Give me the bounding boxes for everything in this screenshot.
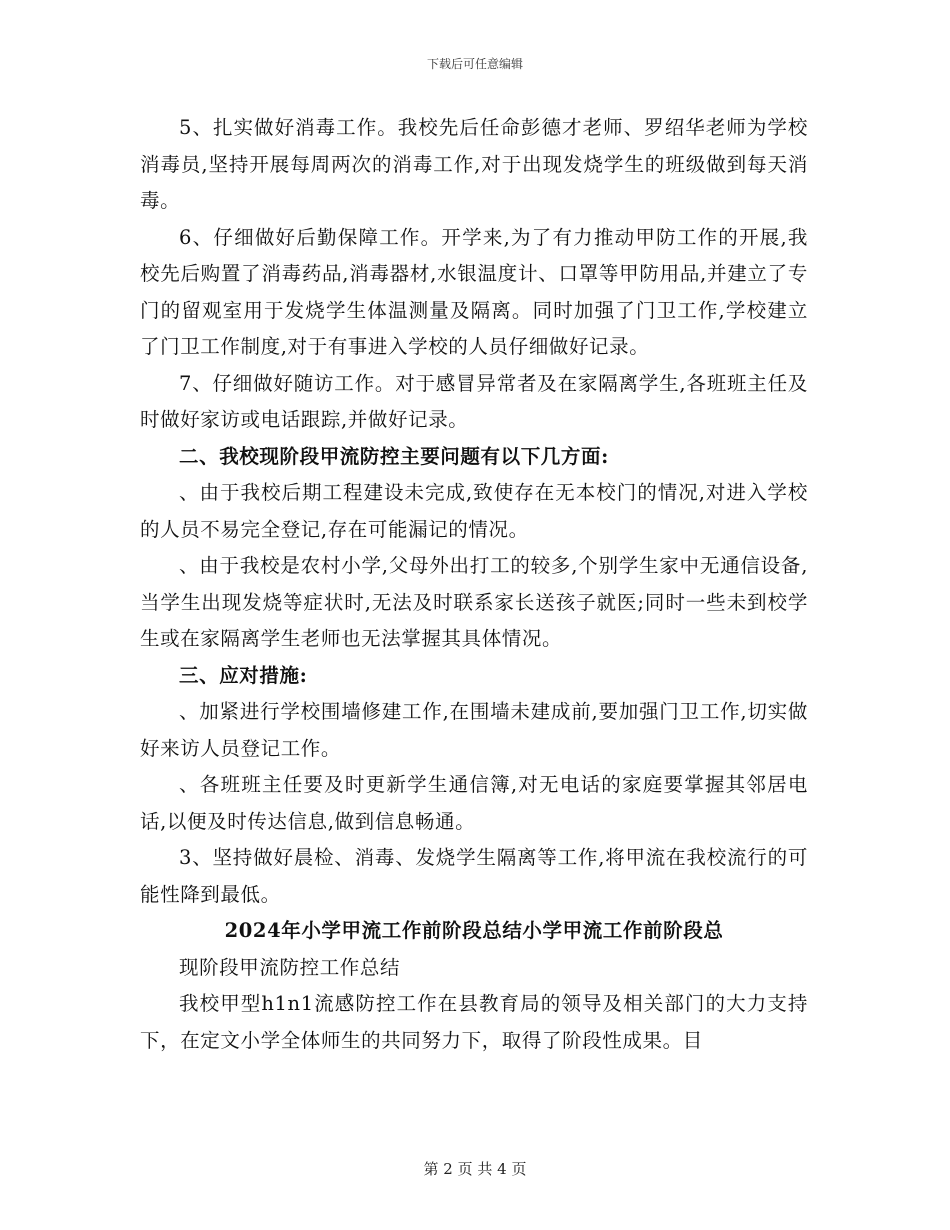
page-footer: 第 2 页 共 4 页 (423, 1160, 527, 1178)
paragraph-problem-rural: 、由于我校是农村小学,父母外出打工的较多,个别学生家中无通信设备,当学生出现发烧等症状时,无法及时联系家长送孩子就医;同时一些未到校学生或在家隔离学生老师也无法掌握其具体情况。 (140, 554, 808, 650)
section-heading-measures: 三、应对措施: (179, 663, 308, 687)
paragraph-measure-contacts: 、各班班主任要及时更新学生通信簿,对无电话的家庭要掌握其邻居电话,以便及时传达信息,做到信息畅通。 (140, 773, 808, 833)
paragraph-logistics: 6、仔细做好后勤保障工作。开学来,为了有力推动甲防工作的开展,我校先后购置了消毒药品,消毒器材,水银温度计、口罩等甲防用品,并建立了专门的留观室用于发烧学生体温测量及隔离。同时加强了门卫工作,学校建立了门卫工作制度,对于有事进入学校的人员仔细做好记录。 (140, 225, 808, 358)
paragraph-measure-checks: 3、坚持做好晨检、消毒、发烧学生隔离等工作,将甲流在我校流行的可能性降到最低。 (140, 846, 808, 906)
page-header: 下载后可任意编辑 (426, 57, 523, 71)
paragraph-intro: 我校甲型h1n1流感防控工作在县教育局的领导及相关部门的大力支持下，在定文小学全体师生的共同努力下，取得了阶段性成果。目 (140, 992, 808, 1052)
section-heading-problems: 二、我校现阶段甲流防控主要问题有以下几方面: (179, 444, 609, 468)
document-body (140, 110, 808, 1059)
paragraph-measure-wall: 、加紧进行学校围墙修建工作,在围墙未建成前,要加强门卫工作,切实做好来访人员登记工作。 (140, 700, 808, 760)
paragraph-disinfection: 5、扎实做好消毒工作。我校先后任命彭德才老师、罗绍华老师为学校消毒员,坚持开展每周两次的消毒工作,对于出现发烧学生的班级做到每天消毒。 (140, 116, 808, 212)
paragraph-follow-up: 7、仔细做好随访工作。对于感冒异常者及在家隔离学生,各班班主任及时做好家访或电话跟踪,并做好记录。 (140, 371, 808, 431)
document-subtitle: 现阶段甲流防控工作总结 (179, 955, 401, 979)
paragraph-problem-gate: 、由于我校后期工程建设未完成,致使存在无本校门的情况,对进入学校的人员不易完全登记,存在可能漏记的情况。 (140, 481, 808, 541)
document-title: 2024年小学甲流工作前阶段总结小学甲流工作前阶段总 (224, 919, 724, 942)
